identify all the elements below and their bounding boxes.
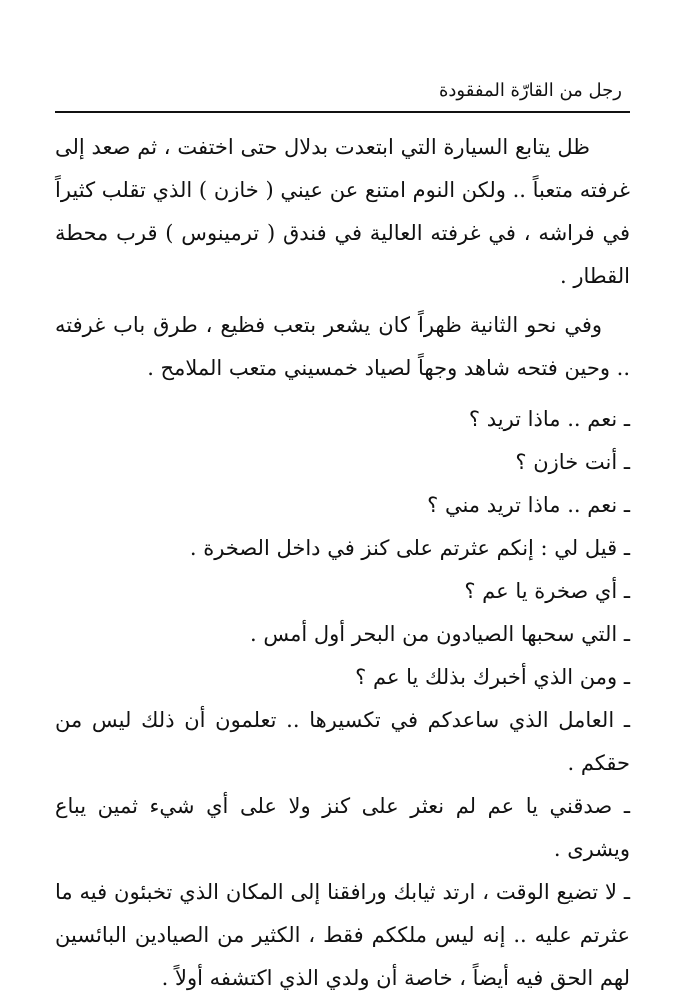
- dialogue-line: ـ التي سحبها الصيادون من البحر أول أمس .: [250, 622, 630, 646]
- paragraph: ظل يتابع السيارة التي ابتعدت بدلال حتى اختفت ، ثم صعد إلى غرفته متعباً .. ولكن النوم امتنع عن عيني ( خازن ) الذي تقلب كثيراً في فراشه ، في غرفته العالية في فندق ( ترمينوس ) قرب محطة القطار .: [55, 135, 630, 288]
- dialogue-line: ـ نعم .. ماذا تريد مني ؟: [427, 493, 630, 517]
- dialogue-line: ـ صدقني يا عم لم نعثر على كنز ولا على أي شيء ثمين يباع ويشرى .: [55, 794, 630, 861]
- dialogue-line: ـ أنت خازن ؟: [515, 450, 630, 474]
- body-text: [55, 126, 630, 1000]
- dialogue-line: ـ أي صخرة يا عم ؟: [464, 579, 630, 603]
- dialogue-line: ـ قيل لي : إنكم عثرتم على كنز في داخل الصخرة .: [189, 536, 630, 560]
- dialogue-line: ـ لا تضيع الوقت ، ارتد ثيابك ورافقنا إلى المكان الذي تخبئون فيه ما عثرتم عليه .. إنه ليس ملككم فقط ، الكثير من الصيادين البائسين لهم الحق فيه أيضاً ، خاصة أن ولدي الذي اكتشفه أولاً .: [55, 880, 630, 990]
- dialogue-line: ـ العامل الذي ساعدكم في تكسيرها .. تعلمون أن ذلك ليس من حقكم .: [55, 708, 630, 775]
- paragraph: وفي نحو الثانية ظهراً كان يشعر بتعب فظيع ، طرق باب غرفته .. وحين فتحه شاهد وجهاً لصياد خمسيني متعب الملامح .: [55, 313, 630, 380]
- running-header: رجل من القارّة المفقودة: [438, 80, 622, 101]
- header-rule: [55, 111, 630, 113]
- dialogue: [55, 398, 630, 1000]
- dialogue-line: ـ نعم .. ماذا تريد ؟: [468, 407, 630, 431]
- dialogue-line: ـ ومن الذي أخبرك بذلك يا عم ؟: [355, 665, 630, 689]
